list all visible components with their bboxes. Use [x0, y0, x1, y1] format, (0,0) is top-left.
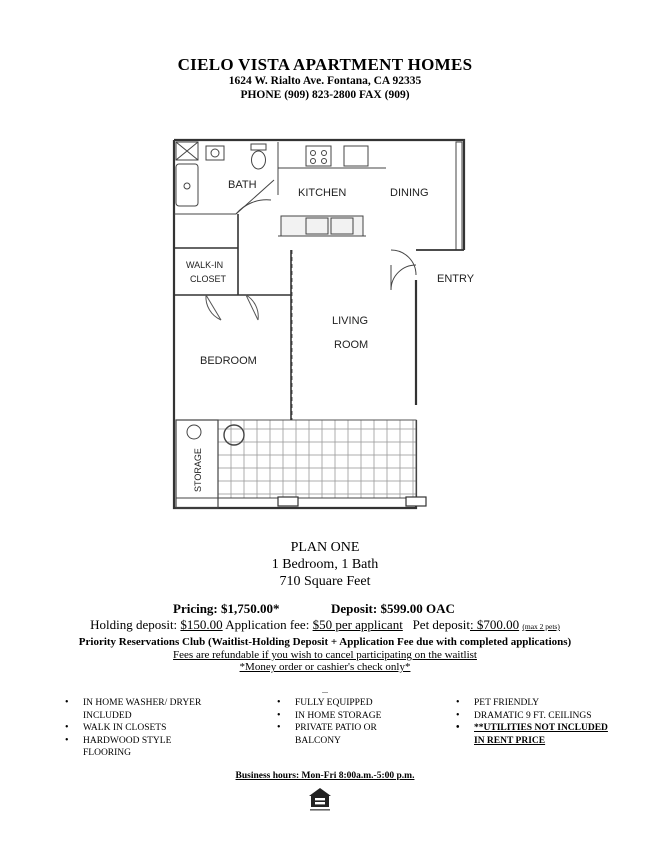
- floor-plan: [166, 130, 476, 515]
- holding-value: $150.00: [180, 617, 223, 632]
- plan-square-feet: 710 Square Feet: [279, 574, 371, 589]
- label-entry: ENTRY: [437, 273, 475, 285]
- label-bedroom: BEDROOM: [200, 355, 257, 367]
- feature-item: • IN HOME WASHER/ DRYER INCLUDED: [65, 697, 240, 722]
- feature-item: • PRIVATE PATIO OR BALCONY: [277, 722, 395, 747]
- feature-item: • IN HOME STORAGE: [277, 710, 417, 723]
- feature-item: • WALK IN CLOSETS: [65, 722, 240, 735]
- features-column-3: [456, 697, 626, 747]
- kitchen-fixtures: [278, 146, 416, 290]
- feature-item: • FULLY EQUIPPED: [277, 697, 417, 710]
- fees-row: [0, 617, 650, 633]
- property-title: CIELO VISTA APARTMENT HOMES: [177, 55, 473, 74]
- refund-note: Fees are refundable if you wish to cancel participating on the waitlist: [173, 649, 477, 661]
- business-hours: Business hours: Mon-Fri 8:00a.m.-5:00 p.m.: [235, 771, 415, 781]
- payment-note: *Money order or cashier's check only*: [239, 661, 411, 673]
- ellipsis: ...: [322, 686, 328, 695]
- bath-fixtures: [174, 142, 278, 214]
- deposit-value: Deposit: $599.00 OAC: [331, 601, 455, 616]
- plan-name: PLAN ONE: [290, 540, 360, 555]
- feature-item: • HARDWOOD STYLE FLOORING: [65, 735, 193, 760]
- label-living-1: LIVING: [332, 315, 369, 327]
- patio-tiles: [218, 420, 416, 498]
- pet-note: (max 2 pets): [522, 622, 560, 631]
- application-label: Application fee:: [222, 617, 313, 632]
- equal-housing-icon: [308, 787, 332, 813]
- label-kitchen: KITCHEN: [298, 187, 347, 199]
- label-closet-2: CLOSET: [190, 274, 227, 284]
- label-storage: STORAGE: [193, 448, 203, 492]
- holding-label: Holding deposit:: [90, 617, 181, 632]
- features-column-1: [65, 697, 240, 760]
- label-bath: BATH: [228, 179, 257, 191]
- feature-item: • **UTILITIES NOT INCLUDED IN RENT PRICE: [456, 722, 614, 747]
- label-living-2: ROOM: [334, 339, 369, 351]
- label-closet-1: WALK-IN: [186, 260, 224, 270]
- feature-item: • DRAMATIC 9 FT. CEILINGS: [456, 710, 626, 723]
- feature-item: • PET FRIENDLY: [456, 697, 626, 710]
- property-address: 1624 W. Rialto Ave. Fontana, CA 92335: [228, 75, 422, 87]
- pet-value: : $700.00: [469, 617, 520, 632]
- plan-bed-bath: 1 Bedroom, 1 Bath: [271, 557, 379, 572]
- property-phone: PHONE (909) 823-2800 FAX (909): [240, 89, 410, 101]
- application-value: $50 per applicant: [312, 617, 403, 632]
- interior-walls: [174, 214, 292, 420]
- priority-note: Priority Reservations Club (Waitlist-Holding Deposit + Application Fee due with completed applications): [78, 636, 572, 648]
- pet-label: Pet deposit: [402, 617, 470, 632]
- label-dining: DINING: [390, 187, 429, 199]
- pricing-value: Pricing: $1,750.00*: [173, 601, 280, 616]
- features-column-2: [277, 697, 417, 747]
